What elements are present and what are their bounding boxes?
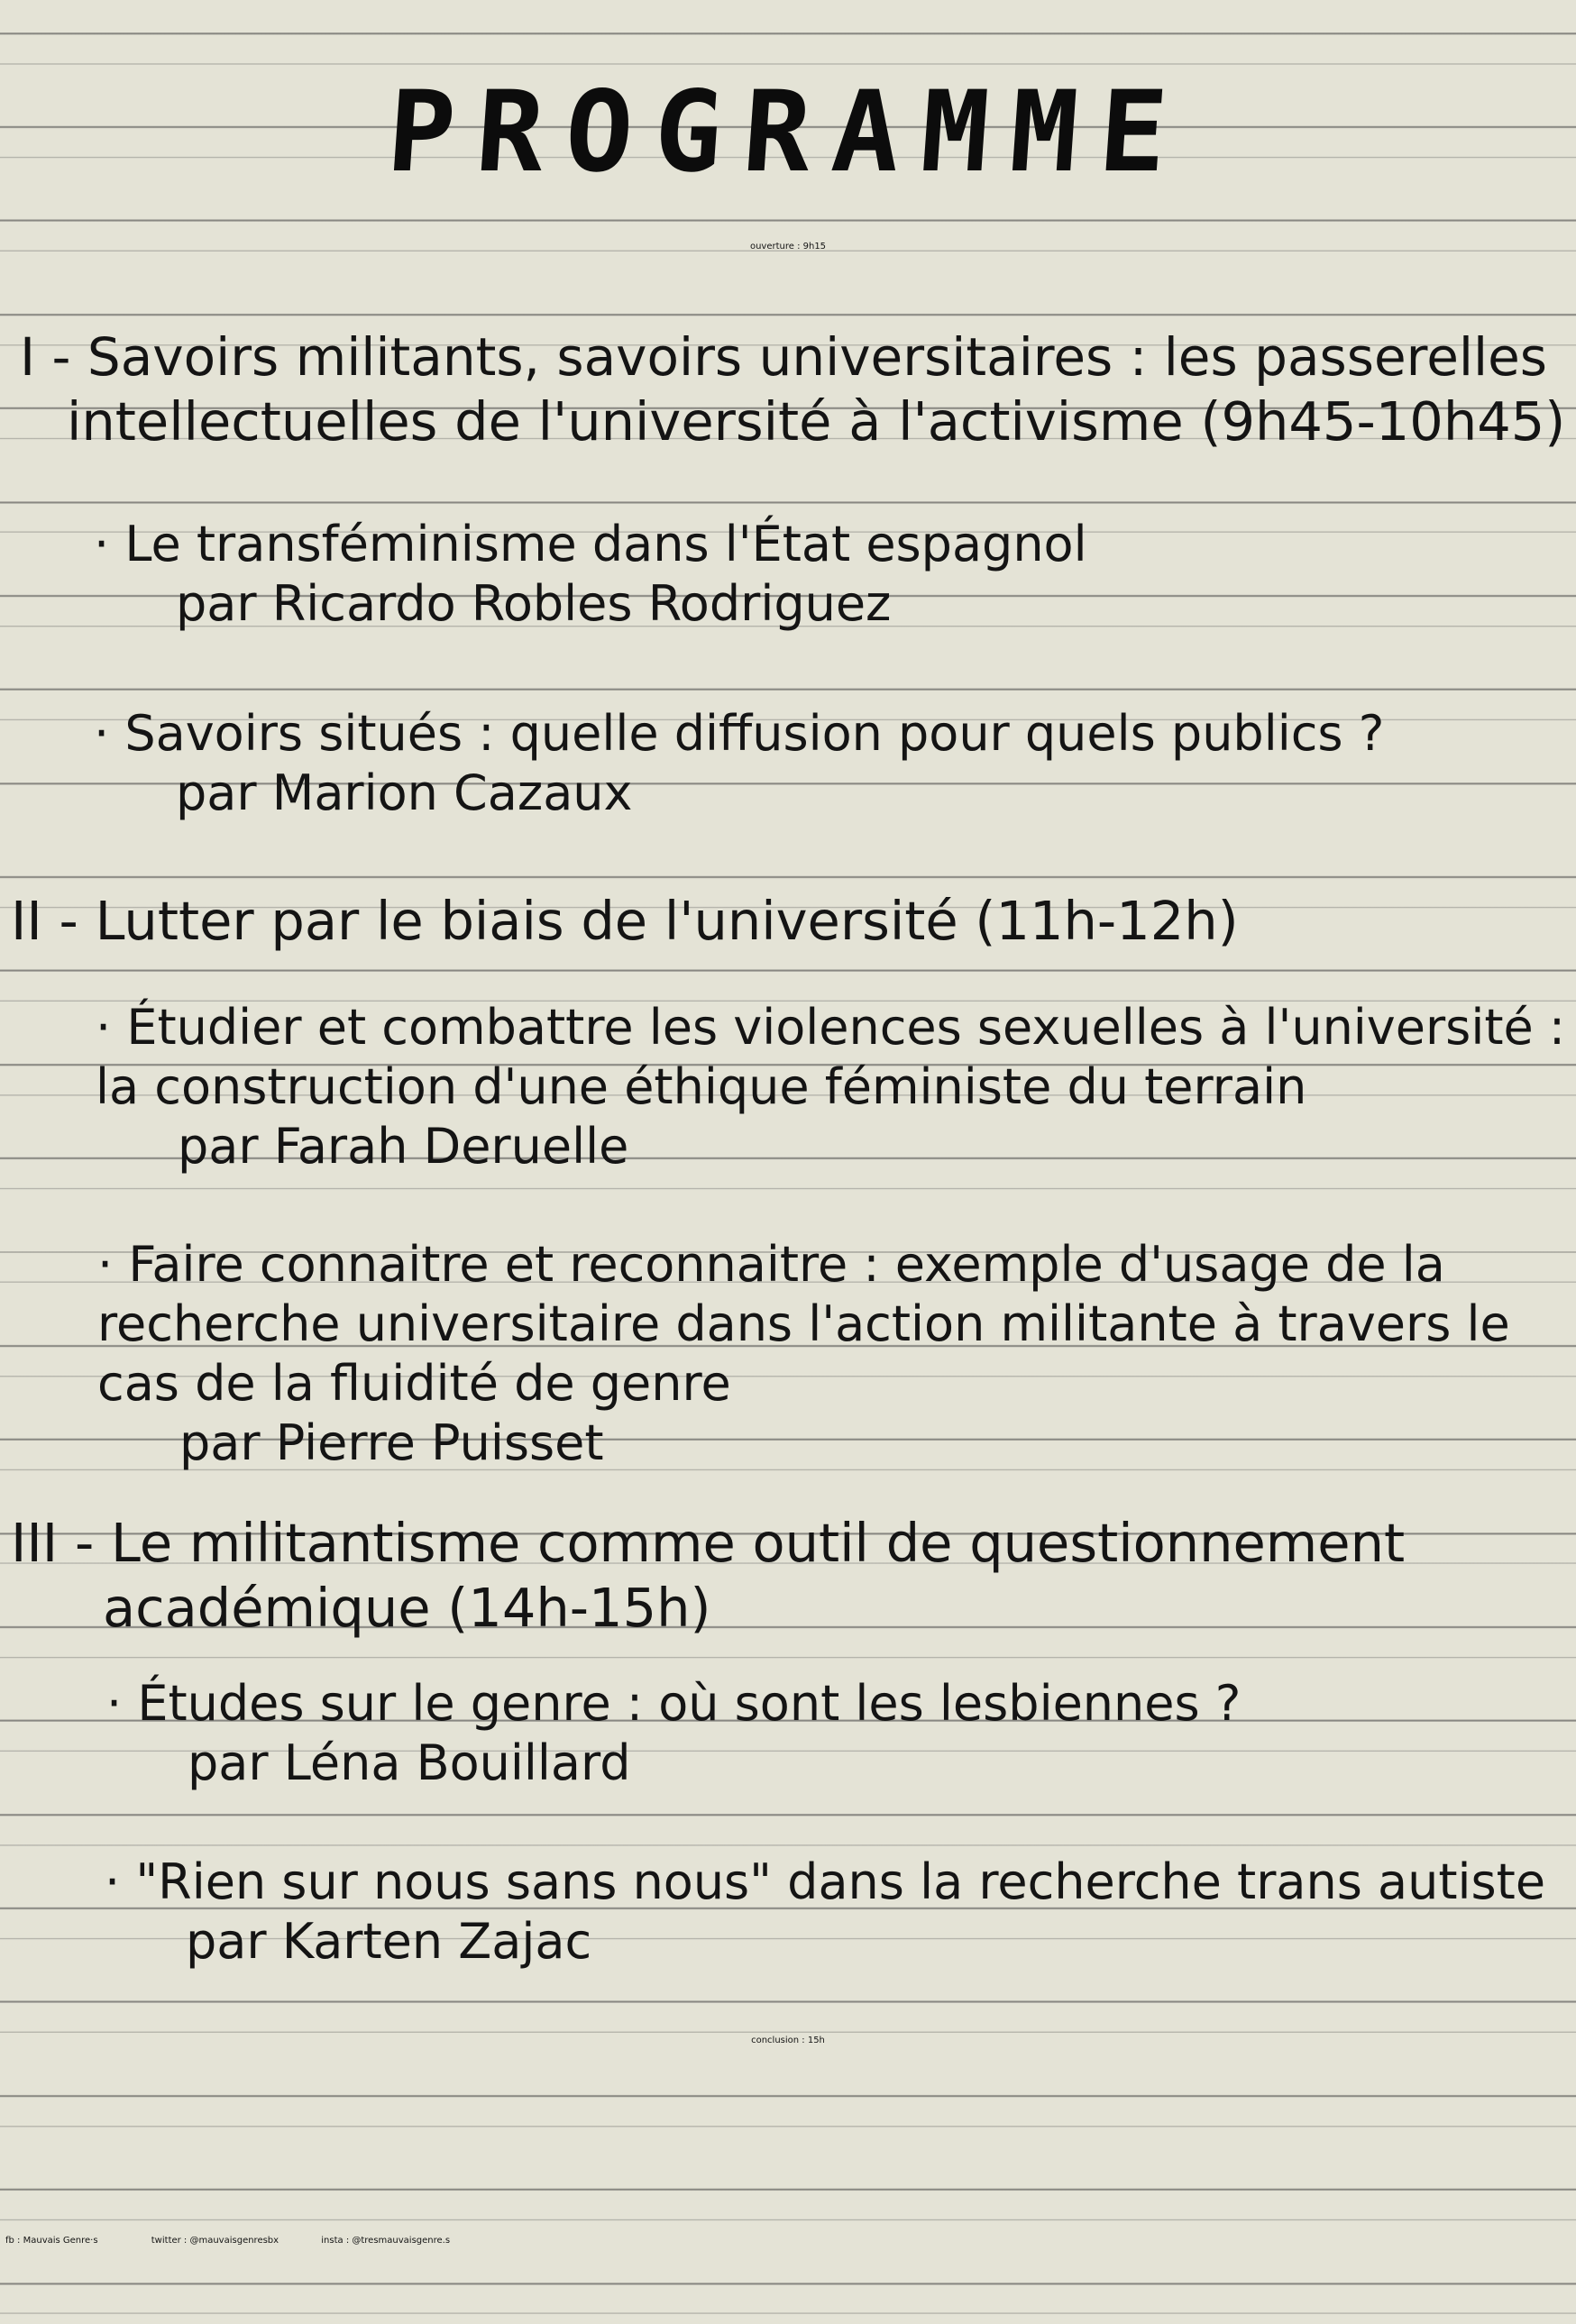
section-3-heading-line-2: académique (14h-15h) bbox=[103, 1577, 711, 1639]
talk-5-title: · Études sur le genre : où sont les lesbiennes ? bbox=[106, 1675, 1242, 1732]
facebook-handle: fb : Mauvais Genre·s bbox=[5, 2236, 98, 2246]
talk-4-title-line-3: cas de la fluidité de genre bbox=[97, 1355, 731, 1412]
twitter-handle: twitter : @mauvaisgenresbx bbox=[151, 2236, 279, 2246]
opening-time: ouverture : 9h15 bbox=[749, 242, 827, 252]
talk-3-title-line-1: · Étudier et combattre les violences sexuelles à l'université : bbox=[96, 999, 1566, 1056]
section-1-heading-line-1: I - Savoirs militants, savoirs universitaires : les passerelles bbox=[20, 326, 1548, 388]
section-2-heading: II - Lutter par le biais de l'université (11h-12h) bbox=[11, 890, 1239, 952]
talk-2-author: par Marion Cazaux bbox=[176, 764, 633, 821]
talk-1-author: par Ricardo Robles Rodriguez bbox=[176, 575, 892, 632]
instagram-handle: insta : @tresmauvaisgenre.s bbox=[321, 2236, 451, 2246]
talk-3-title-line-2: la construction d'une éthique féministe du terrain bbox=[96, 1058, 1307, 1115]
conclusion-time: conclusion : 15h bbox=[751, 2036, 825, 2045]
talk-6-author: par Karten Zajac bbox=[186, 1913, 592, 1970]
talk-4-title-line-1: · Faire connaitre et reconnaitre : exemple d'usage de la bbox=[97, 1236, 1445, 1293]
talk-1-title: · Le transféminisme dans l'État espagnol bbox=[94, 516, 1087, 572]
talk-4-title-line-2: recherche universitaire dans l'action militante à travers le bbox=[97, 1295, 1510, 1352]
section-3-heading-line-1: III - Le militantisme comme outil de questionnement bbox=[11, 1512, 1406, 1574]
talk-6-title: · "Rien sur nous sans nous" dans la recherche trans autiste bbox=[105, 1853, 1546, 1910]
talk-2-title: · Savoirs situés : quelle diffusion pour quels publics ? bbox=[94, 705, 1385, 762]
talk-5-author: par Léna Bouillard bbox=[188, 1734, 631, 1791]
page-title: PROGRAMME bbox=[383, 68, 1193, 197]
social-footer bbox=[5, 2236, 1571, 2246]
talk-4-author: par Pierre Puisset bbox=[179, 1414, 604, 1471]
talk-3-author: par Farah Deruelle bbox=[178, 1118, 629, 1175]
section-1-heading-line-2: intellectuelles de l'université à l'activisme (9h45-10h45) bbox=[67, 390, 1566, 453]
